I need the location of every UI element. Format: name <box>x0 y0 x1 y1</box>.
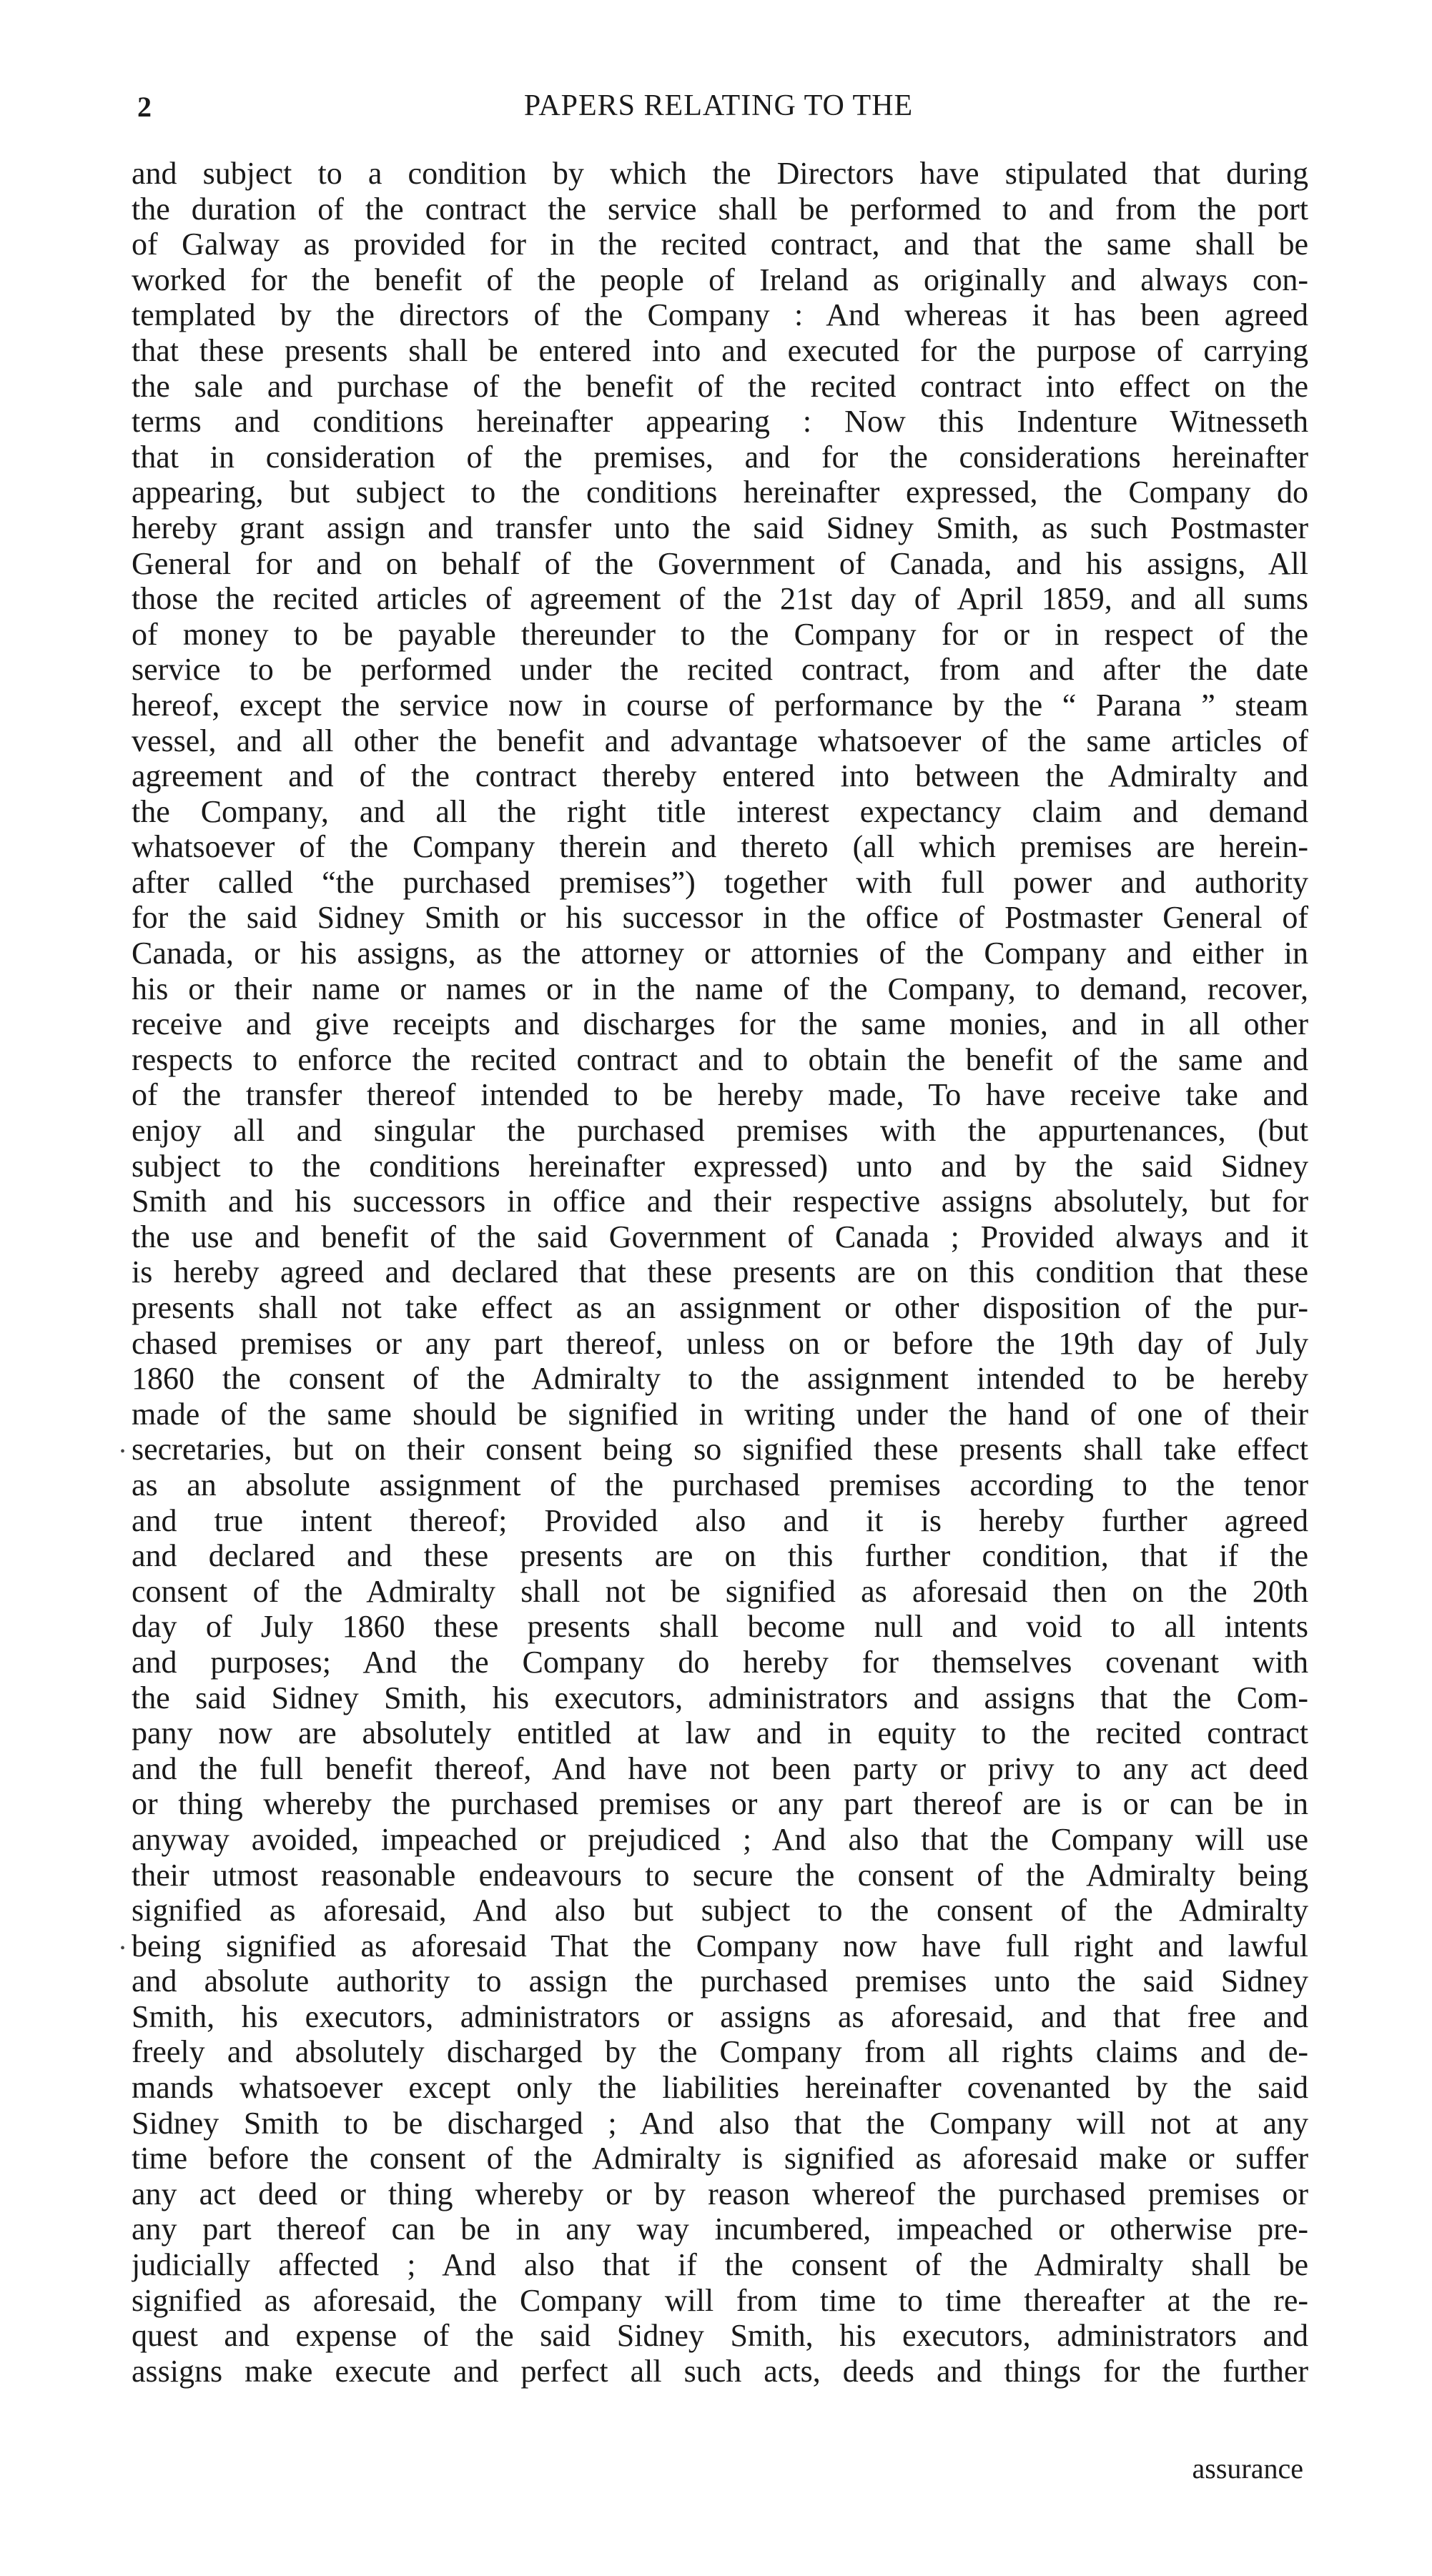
text-line: secretaries, but on their consent being so signified these presents shall take effect <box>132 1432 1308 1467</box>
text-line: appearing, but subject to the conditions hereinafter expressed, the Company do <box>132 475 1308 510</box>
text-line: hereof, except the service now in course of performance by the “ Parana ” steam <box>132 687 1308 723</box>
text-line: the use and benefit of the said Government of Canada ; Provided always and it <box>132 1219 1308 1254</box>
text-line: 1860 the consent of the Admiralty to the assignment intended to be hereby <box>132 1361 1308 1397</box>
text-line: signified as aforesaid, the Company will from time to time thereafter at the re- <box>132 2282 1308 2318</box>
text-line: consent of the Admiralty shall not be signified as aforesaid then on the 20th <box>132 1573 1308 1609</box>
text-line: of money to be payable thereunder to the Company for or in respect of the <box>132 616 1308 652</box>
text-line: signified as aforesaid, And also but subject to the consent of the Admiralty <box>132 1893 1308 1928</box>
text-line: his or their name or names or in the name of the Company, to demand, recover, <box>132 971 1308 1006</box>
text-line: for the said Sidney Smith or his successor in the office of Postmaster General of <box>132 900 1308 936</box>
text-line: quest and expense of the said Sidney Smith, his executors, administrators and <box>132 2318 1308 2354</box>
text-line: mands whatsoever except only the liabilities hereinafter covenanted by the said <box>132 2070 1308 2106</box>
page-header <box>129 84 1308 134</box>
text-line: the sale and purchase of the benefit of the recited contract into effect on the <box>132 368 1308 404</box>
text-line: receive and give receipts and discharges for the same monies, and in all other <box>132 1006 1308 1042</box>
text-line: or thing whereby the purchased premises or any part thereof are is or can be in <box>132 1786 1308 1822</box>
text-line: judicially affected ; And also that if the consent of the Admiralty shall be <box>132 2247 1308 2283</box>
text-line: Smith and his successors in office and their respective assigns absolutely, but for <box>132 1184 1308 1219</box>
text-line: respects to enforce the recited contract and to obtain the benefit of the same and <box>132 1041 1308 1077</box>
text-line: day of July 1860 these presents shall become null and void to all intents <box>132 1609 1308 1645</box>
text-line: worked for the benefit of the people of Ireland as originally and always con- <box>132 262 1308 297</box>
catchword: assurance <box>1192 2452 1303 2485</box>
text-line: pany now are absolutely entitled at law and in equity to the recited contract <box>132 1715 1308 1751</box>
margin-dot: • <box>120 1941 126 1956</box>
text-line: freely and absolutely discharged by the Company from all rights claims and de- <box>132 2034 1308 2070</box>
text-line: after called “the purchased premises”) together with full power and authority <box>132 864 1308 900</box>
text-line: those the recited articles of agreement of the 21st day of April 1859, and all sums <box>132 581 1308 617</box>
text-line: that in consideration of the premises, and for the considerations hereinafter <box>132 439 1308 475</box>
text-line: agreement and of the contract thereby entered into between the Admiralty and <box>132 758 1308 794</box>
text-line: the duration of the contract the service shall be performed to and from the port <box>132 191 1308 227</box>
text-line: subject to the conditions hereinafter expressed) unto and by the said Sidney <box>132 1148 1308 1184</box>
text-line: Smith, his executors, administrators or assigns as aforesaid, and that free and <box>132 1998 1308 2034</box>
text-line: and true intent thereof; Provided also and it is hereby further agreed <box>132 1502 1308 1538</box>
text-line: anyway avoided, impeached or prejudiced ; And also that the Company will use <box>132 1821 1308 1857</box>
text-line: hereby grant assign and transfer unto the said Sidney Smith, as such Postmaster <box>132 510 1308 545</box>
text-line: the Company, and all the right title interest expectancy claim and demand <box>132 793 1308 829</box>
text-line: of the transfer thereof intended to be hereby made, To have receive take and <box>132 1077 1308 1113</box>
text-line: being signified as aforesaid That the Company now have full right and lawful <box>132 1928 1308 1963</box>
text-line: service to be performed under the recited contract, from and after the date <box>132 652 1308 688</box>
text-line: and purposes; And the Company do hereby for themselves covenant with <box>132 1644 1308 1680</box>
text-line: the said Sidney Smith, his executors, administrators and assigns that the Com- <box>132 1680 1308 1715</box>
text-line: and subject to a condition by which the Directors have stipulated that during <box>132 156 1308 191</box>
text-line: and the full benefit thereof, And have not been party or privy to any act deed <box>132 1750 1308 1786</box>
text-line: is hereby agreed and declared that these presents are on this condition that these <box>132 1254 1308 1290</box>
text-line: assigns make execute and perfect all such acts, deeds and things for the further <box>132 2353 1308 2389</box>
running-title: PAPERS RELATING TO THE <box>523 89 914 122</box>
text-line: and declared and these presents are on this further condition, that if the <box>132 1538 1308 1574</box>
text-line: of Galway as provided for in the recited contract, and that the same shall be <box>132 227 1308 262</box>
text-line: Sidney Smith to be discharged ; And also that the Company will not at any <box>132 2105 1308 2141</box>
text-line: General for and on behalf of the Government of Canada, and his assigns, All <box>132 545 1308 581</box>
text-line: and absolute authority to assign the purchased premises unto the said Sidney <box>132 1963 1308 1999</box>
text-line: templated by the directors of the Company : And whereas it has been agreed <box>132 297 1308 333</box>
page-number: 2 <box>137 91 152 123</box>
text-line: time before the consent of the Admiralty is signified as aforesaid make or suffer <box>132 2141 1308 2176</box>
text-line: made of the same should be signified in writing under the hand of one of their <box>132 1396 1308 1432</box>
text-line: any act deed or thing whereby or by reason whereof the purchased premises or <box>132 2176 1308 2211</box>
text-line: any part thereof can be in any way incumbered, impeached or otherwise pre- <box>132 2211 1308 2247</box>
text-line: their utmost reasonable endeavours to secure the consent of the Admiralty being <box>132 1857 1308 1893</box>
text-line: vessel, and all other the benefit and advantage whatsoever of the same articles of <box>132 723 1308 758</box>
margin-dot: • <box>120 1444 126 1460</box>
text-line: chased premises or any part thereof, unless on or before the 19th day of July <box>132 1325 1308 1361</box>
body-text <box>132 156 1308 2389</box>
text-line: enjoy all and singular the purchased premises with the appurtenances, (but <box>132 1113 1308 1149</box>
text-line: terms and conditions hereinafter appearing : Now this Indenture Witnesseth <box>132 404 1308 440</box>
text-line: whatsoever of the Company therein and thereto (all which premises are herein- <box>132 829 1308 865</box>
text-line: as an absolute assignment of the purchased premises according to the tenor <box>132 1467 1308 1502</box>
text-line: presents shall not take effect as an assignment or other disposition of the pur- <box>132 1290 1308 1325</box>
text-line: that these presents shall be entered into and executed for the purpose of carrying <box>132 332 1308 368</box>
text-line: Canada, or his assigns, as the attorney or attornies of the Company and either in <box>132 936 1308 971</box>
